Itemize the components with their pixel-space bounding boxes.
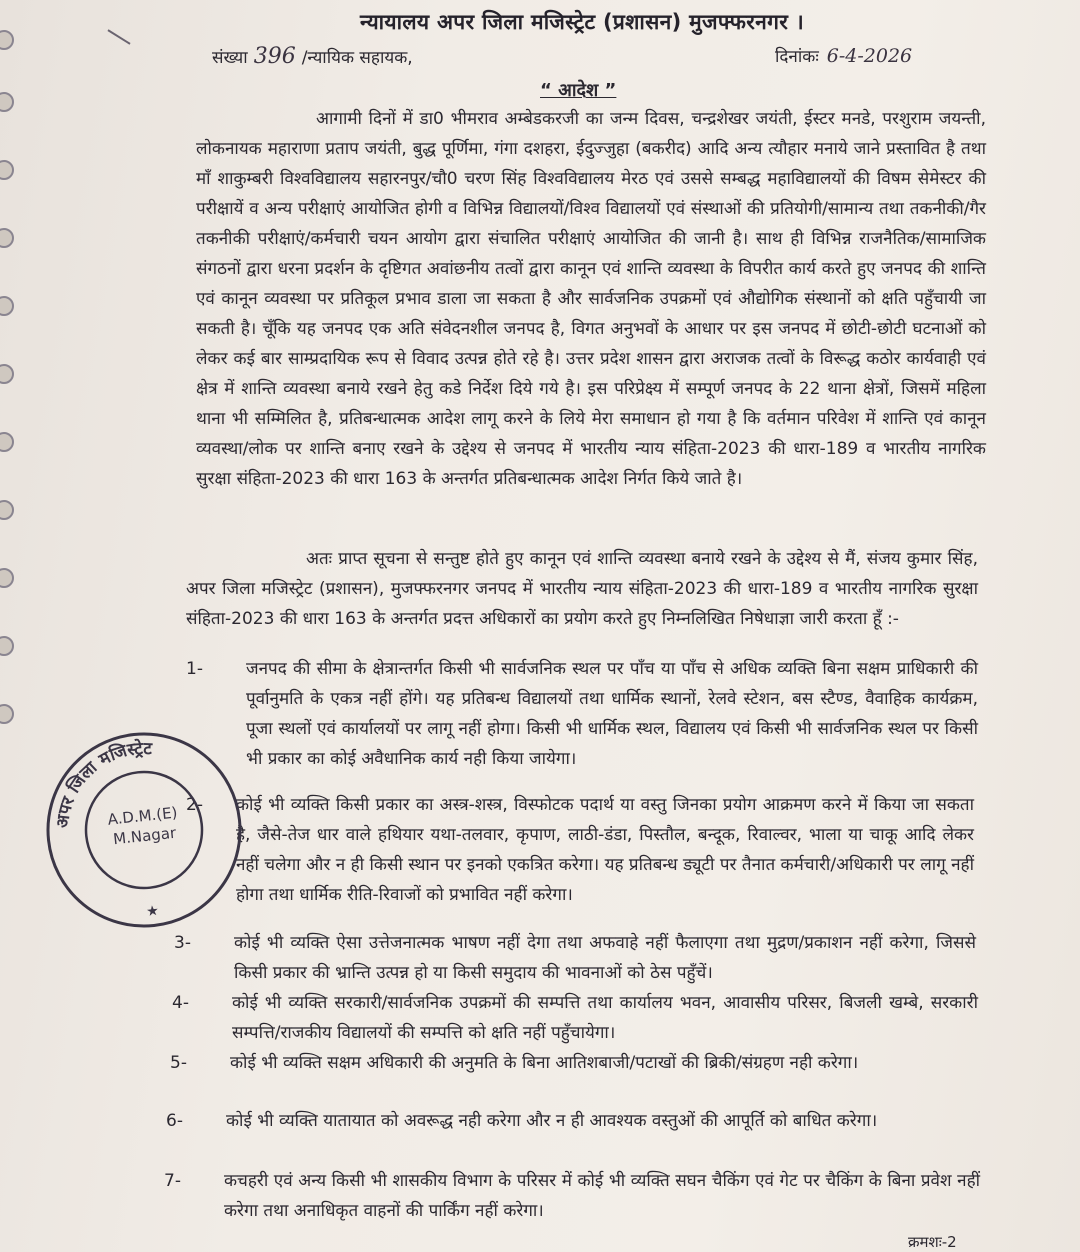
- ref-prefix: संख्या: [212, 48, 248, 68]
- reference-line: [212, 44, 413, 69]
- item-text: कोई भी व्यक्ति सक्षम अधिकारी की अनुमति के बिना आतिशबाजी/पटाखों की ब्रिकी/संग्रहण नही करेगा।: [230, 1053, 859, 1073]
- item-number: 5-: [170, 1053, 187, 1073]
- pen-mark: [107, 29, 130, 44]
- seal-line-1: A.D.M.(E): [106, 803, 179, 829]
- date-line: [775, 44, 912, 67]
- ref-suffix: /न्यायिक सहायक,: [301, 48, 413, 68]
- item-number: 4-: [172, 993, 189, 1013]
- court-title: न्यायालय अपर जिला मजिस्ट्रेट (प्रशासन) मुजफ्फरनगर ।: [360, 10, 804, 34]
- item-text: कोई भी व्यक्ति ऐसा उत्तेजनात्मक भाषण नहीं देगा तथा अफवाहे नहीं फैलाएगा तथा मुद्रण/प्रकाशन नहीं करेगा, जिससे किसी प्रकार की भ्रान्ति उत्पन्न हो या किसी समुदाय की भावनाओं को ठेस पहुँचें।: [234, 933, 976, 983]
- declaration-paragraph: अतः प्राप्त सूचना से सन्तुष्ट होते हुए कानून एवं शान्ति व्यवस्था बनाये रखने के उद्देश्य से मैं, संजय कुमार सिंह, अपर जिला मजिस्ट्रेट (प्रशासन), मुजफ्फरनगर जनपद में भारतीय न्याय संहिता-2023 की धारा-189 व भारतीय नागरिक सुरक्षा संहिता-2023 की धारा 163 के अन्तर्गत प्रदत्त अधिकारों का प्रयोग करते हुए निम्नलिखित निषेधाज्ञा जारी करता हूँ :-: [186, 549, 978, 629]
- date-value: 6-4-2026: [826, 45, 913, 67]
- punch-hole: [0, 228, 14, 248]
- punch-hole: [0, 296, 14, 316]
- punch-hole: [0, 568, 14, 588]
- ref-number: 396: [253, 44, 296, 69]
- order-heading: “ आदेश ”: [540, 80, 617, 101]
- preamble-paragraph: आगामी दिनों में डा0 भीमराव अम्बेडकरजी का जन्म दिवस, चन्द्रशेखर जयंती, ईस्टर मनडे, परशुराम जयन्ती, लोकनायक महाराणा प्रताप जयंती, बुद्ध पूर्णिमा, गंगा दशहरा, ईदुज्जुहा (बकरीद) आदि अन्य त्यौहार मनाये जाने प्रस्तावित है तथा माँ शाकुम्बरी विश्वविद्यालय सहारनपुर/चौ0 चरण सिंह विश्वविद्यालय मेरठ एवं उससे सम्बद्ध महाविद्यालयों की विषम सेमेस्टर की परीक्षायें व अन्य परीक्षाएं आयोजित होगी व विभिन्न विद्यालयों/विश्व विद्यालयों एवं संस्थाओं की प्रतियोगी/सामान्य तथा तकनीकी/गैर तकनीकी परीक्षाएं/कर्मचारी चयन आयोग द्वारा संचालित परीक्षाएं आयोजित की जानी है। साथ ही विभिन्न राजनैतिक/सामाजिक संगठनों द्वारा धरना प्रदर्शन के दृष्टिगत अवांछनीय तत्वों द्वारा कानून एवं शान्ति व्यवस्था के विपरीत कार्य करते हुए जनपद की शान्ति एवं कानून व्यवस्था पर प्रतिकूल प्रभाव डाला जा सकता है और सार्वजनिक उपक्रमों एवं औद्योगिक संस्थानों को क्षति पहुँचायी जा सकती है। चूँकि यह जनपद एक अति संवेदनशील जनपद है, विगत अनुभवों के आधार पर इस जनपद में छोटी-छोटी घटनाओं को लेकर कई बार साम्प्रदायिक रूप से विवाद उत्पन्न होते रहे है। उत्तर प्रदेश शासन द्वारा अराजक तत्वों के विरूद्ध कठोर कार्यवाही एवं क्षेत्र में शान्ति व्यवस्था बनाये रखने हेतु कडे निर्देश दिये गये है। इस परिप्रेक्ष्य में सम्पूर्ण जनपद के 22 थाना क्षेत्रों, जिसमें महिला थाना भी सम्मिलित है, प्रतिबन्धात्मक आदेश लागू करने के लिये मेरा समाधान हो गया है कि वर्तमान परिवेश में शान्ति एवं कानून व्यवस्था/लोक पर शान्ति बनाए रखने के उद्देश्य से जनपद में भारतीय न्याय संहिता-2023 की धारा-189 व भारतीय नागरिक सुरक्षा संहिता-2023 की धारा 163 के अन्तर्गत प्रतिबन्धात्मक आदेश निर्गत किये जाते है।: [196, 109, 986, 489]
- item-number: 7-: [164, 1171, 181, 1191]
- seal-line-2: M.Nagar: [112, 823, 177, 849]
- punch-holes: [0, 0, 20, 1252]
- punch-hole: [0, 500, 14, 520]
- item-number: 2-: [186, 795, 203, 815]
- punch-hole: [0, 704, 14, 724]
- seal-star-icon: ★: [145, 902, 160, 921]
- punch-hole: [0, 30, 14, 50]
- continued-marker: क्रमशः-2: [908, 1233, 957, 1251]
- item-number: 1-: [186, 659, 203, 679]
- item-text: कोई भी व्यक्ति यातायात को अवरूद्ध नही करेगा और न ही आवश्यक वस्तुओं की आपूर्ति को बाधित करेगा।: [226, 1111, 878, 1131]
- punch-hole: [0, 364, 14, 384]
- punch-hole: [0, 160, 14, 180]
- item-text: कोई भी व्यक्ति सरकारी/सार्वजनिक उपक्रमों की सम्पत्ति तथा कार्यालय भवन, आवासीय परिसर, बिजली खम्बे, सरकारी सम्पत्ति/राजकीय विद्यालयों की सम्पत्ति को क्षति नहीं पहुँचायेगा।: [232, 993, 978, 1043]
- date-label: दिनांकः: [775, 47, 819, 67]
- item-text: कोई भी व्यक्ति किसी प्रकार का अस्त्र-शस्त्र, विस्फोटक पदार्थ या वस्तु जिनका प्रयोग आक्रमण करने में किया जा सकता है, जैसे-तेज धार वाले हथियार यथा-तलवार, कृपाण, लाठी-डंडा, पिस्तौल, बन्दूक, रिवाल्वर, भाला या चाकू आदि लेकर नहीं चलेगा और न ही किसी स्थान पर इनको एकत्रित करेगा। यह प्रतिबन्ध ड्यूटी पर तैनात कर्मचारी/अधिकारी पर लागू नहीं होगा तथा धार्मिक रीति-रिवाजों को प्रभावित नहीं करेगा।: [236, 795, 974, 905]
- punch-hole: [0, 432, 14, 452]
- item-number: 6-: [166, 1111, 183, 1131]
- seal-ring-text: अपर जिला मजिस्ट्रेट: [52, 738, 153, 829]
- item-text: कचहरी एवं अन्य किसी भी शासकीय विभाग के परिसर में कोई भी व्यक्ति सघन चैकिंग एवं गेट पर चैकिंग के बिना प्रवेश नहीं करेगा तथा अनाधिकृत वाहनों की पार्किंग नहीं करेगा।: [224, 1171, 980, 1221]
- official-seal: [34, 720, 254, 940]
- punch-hole: [0, 92, 14, 112]
- punch-hole: [0, 636, 14, 656]
- item-number: 3-: [174, 933, 191, 953]
- item-text: जनपद की सीमा के क्षेत्रान्तर्गत किसी भी सार्वजनिक स्थल पर पाँच या पाँच से अधिक व्यक्ति बिना सक्षम प्राधिकारी की पूर्वानुमति के एकत्र नहीं होंगे। यह प्रतिबन्ध विद्यालयों तथा धार्मिक स्थानों, रेलवे स्टेशन, बस स्टैण्ड, वैवाहिक कार्यक्रम, पूजा स्थलों एवं कार्यालयों पर लागू नहीं होगा। किसी भी धार्मिक स्थल, विद्यालय एवं किसी भी सार्वजनिक स्थल पर किसी भी प्रकार का कोई अवैधानिक कार्य नही किया जायेगा।: [246, 659, 978, 769]
